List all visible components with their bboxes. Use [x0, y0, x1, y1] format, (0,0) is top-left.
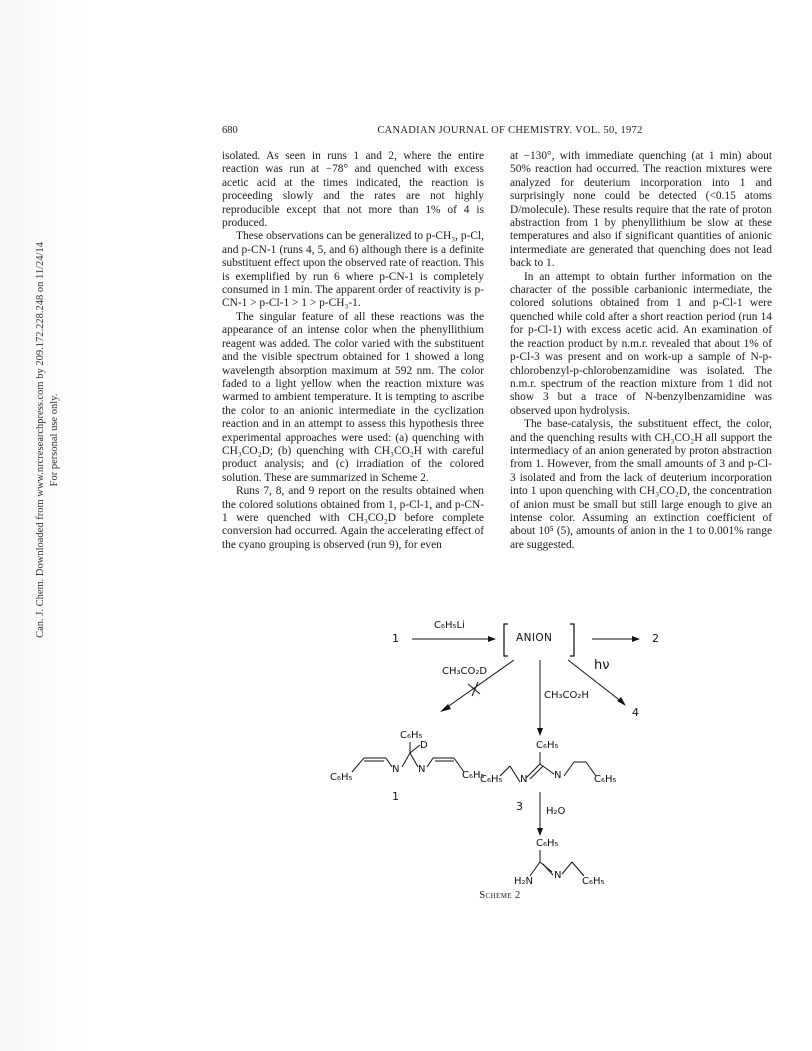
paragraph: These observations can be generalized to p-CH₃, p-Cl, and p-CN-1 (runs 4, 5, and 6) although there is a definite substituent effect upon the observed rate of reaction. This is exemplified by run 6 where p-CN-1 is completely consumed in 1 min. The apparent order of reactivity is p-CN-1 > p-Cl-1 > 1 > p-CH₃-1. — [222, 230, 484, 310]
compound-1-start: 1 — [392, 632, 399, 645]
reagent-label: C₆H₅Li — [434, 620, 465, 631]
page-number: 680 — [222, 125, 238, 136]
amidine-h2n: H₂N — [514, 876, 534, 887]
structure-1 — [352, 742, 464, 772]
hv-label: hν — [594, 658, 610, 673]
reaction-scheme — [330, 612, 670, 902]
s1-left-phenyl: C₆H₅ — [330, 772, 353, 783]
s1-n-right: N — [418, 764, 426, 775]
amidine-n: N — [554, 870, 562, 881]
scheme-caption: Scheme 2 — [479, 890, 521, 901]
quench-h-label: CH₃CO₂H — [544, 690, 589, 701]
structure-3 — [500, 752, 596, 782]
amidine-right-phenyl: C₆H₅ — [582, 876, 605, 887]
journal-title: CANADIAN JOURNAL OF CHEMISTRY. VOL. 50, 1972 — [377, 125, 643, 136]
anion-label: ANION — [516, 632, 553, 644]
s1-top-phenyl: C₆H₅ — [400, 730, 423, 741]
s3-n-left: N — [520, 774, 528, 785]
paragraph: The singular feature of all these reactions was the appearance of an intense color when the phenyllithium reagent was added. The color varied with the substituent and the visible spectrum obtained for 1 showed a long wavelength absorption maximum at 592 nm. The color faded to a light yellow when the reaction mixture was warmed to ambient temperature. It is tempting to ascribe the color to an anionic intermediate in the cyclization reaction and in an attempt to assess this hypothesis three experimental approaches were used: (a) quenching with CH₃CO₂D; (b) quenching with CH₃CO₂H with careful product analysis; and (c) irradiation of the colored solution. These are summarized in Scheme 2. — [222, 310, 484, 484]
s3-n-right: N — [554, 770, 562, 781]
paragraph: In an attempt to obtain further information on the character of the possible carbanionic intermediate, the colored solutions obtained from 1 and p-Cl-1 were quenched while cold after a short reaction period (run 14 for p-Cl-1) with excess acetic acid. An examination of the reaction product by n.m.r. revealed that about 1% of p-Cl-3 was present and on work-up a sample of N-p-chlorobenzyl-p-chlorobenzamidine was isolated. The n.m.r. spectrum of the reaction mixture from 1 did not show 3 but a trace of N-benzylbenzamidine was observed upon hydrolysis. — [510, 270, 772, 417]
s1-n-left: N — [392, 764, 400, 775]
quench-d-label: CH₃CO₂D — [442, 666, 488, 677]
water-label: H₂O — [546, 806, 566, 817]
paragraph: Runs 7, 8, and 9 report on the results obtained when the colored solutions obtained from 1, p-Cl-1, and p-CN-1 were quenched with CH₃CO₂D before complete conversion had occurred. Again the accelerating effect of the cyano grouping is observed (run 9), for even — [222, 485, 484, 551]
scheme-drawing — [330, 612, 670, 902]
download-note: Can. J. Chem. Downloaded from www.nrcresearchpress.com by 209.172.228.248 on 11/24/14 — [35, 242, 46, 638]
paragraph: The base-catalysis, the substituent effect, the color, and the quenching results with CH₃CO₂H all support the intermediacy of an anion generated by proton abstraction from 1. However, from the small amounts of 3 and p-Cl-3 isolated and from the lack of deuterium incorporation into 1 upon quenching with CH₃CO₂D, the concentration of anion must be small but still large enough to give an intense color. Assuming an extinction coefficient of about 10⁵ (5), amounts of anion in the 1 to 0.001% range are suggested. — [510, 418, 772, 551]
s3-number: 3 — [516, 800, 523, 813]
paragraph: at −130°, with immediate quenching (at 1 min) about 50% reaction had occurred. The reaction mixtures were analyzed for deuterium incorporation into 1 and surprisingly none could be detected (<0.15 atoms D/molecule). These results require that the rate of proton abstraction from 1 by phenyllithium be slow at these temperatures and also if significant quantities of anionic intermediate are generated that quenching does not lead back to 1. — [510, 150, 772, 270]
s1-right-phenyl: C₆H₅ — [462, 770, 485, 781]
personal-use-note: For personal use only. — [49, 393, 60, 487]
compound-2: 2 — [652, 632, 659, 645]
download-watermark — [0, 0, 92, 1051]
s3-top-phenyl: C₆H₅ — [536, 740, 559, 751]
bracket-right — [570, 624, 574, 656]
s3-left-phenyl: C₆H₅ — [480, 774, 503, 785]
s1-deuterium: D — [420, 740, 428, 751]
compound-4: 4 — [632, 706, 639, 719]
right-column — [510, 150, 772, 552]
s1-number: 1 — [392, 790, 399, 803]
amidine-phenyl: C₆H₅ — [536, 838, 559, 849]
paragraph: isolated. As seen in runs 1 and 2, where the entire reaction was run at −78° and quenched with excess acetic acid at the times indicated, the reaction is proceeding slowly and the rates are not highly reproducible except that not more than 1% of 4 is produced. — [222, 150, 484, 230]
s3-right-phenyl: C₆H₅ — [594, 774, 617, 785]
bracket-left — [504, 624, 508, 656]
running-header — [222, 125, 798, 139]
left-column — [222, 150, 484, 552]
